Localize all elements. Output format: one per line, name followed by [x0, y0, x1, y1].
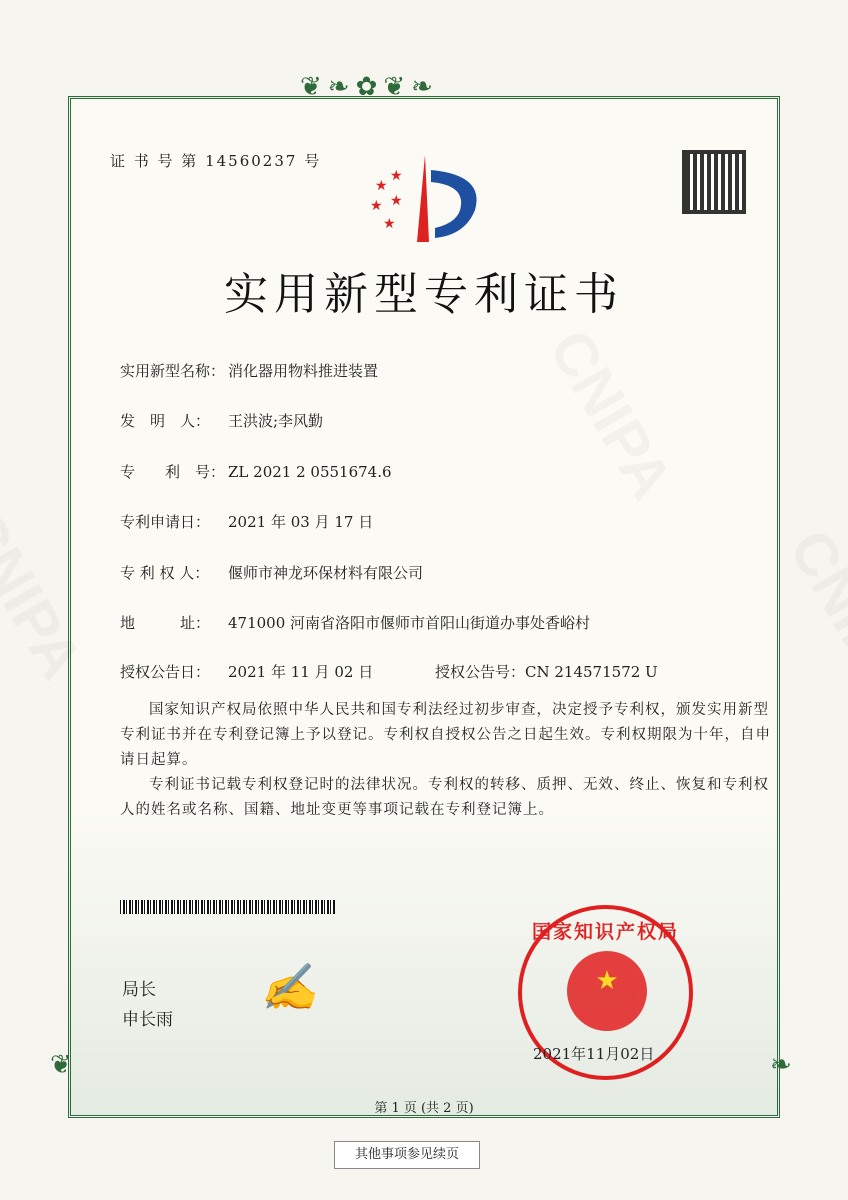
field-value: 2021 年 11 月 02 日: [228, 663, 374, 681]
field-row: [120, 511, 373, 532]
field-value: ZL 2021 2 0551674.6: [228, 463, 392, 481]
field-row: [120, 410, 323, 431]
field-label: 实用新型名称：: [120, 362, 226, 380]
svg-text:★: ★: [390, 193, 403, 209]
field-label: 地 址：: [120, 614, 211, 632]
continued-note: 其他事项参见续页: [334, 1141, 480, 1169]
body-text: [120, 698, 778, 823]
field-label: 授权公告号：: [435, 663, 526, 681]
field-label: 专 利 号：: [120, 463, 226, 481]
barcode: [120, 900, 335, 914]
certificate-title: 实用新型专利证书: [224, 269, 624, 320]
field-row: [120, 612, 590, 633]
qr-code: [682, 150, 746, 214]
cnipa-logo-icon: [365, 150, 490, 245]
field-row: [120, 360, 378, 381]
field-row: [120, 461, 392, 482]
field-label: 专利申请日：: [120, 513, 211, 531]
ornament-top: ❦❧✿❦❧: [300, 72, 439, 102]
ornament-corner-bl: ❦: [50, 1050, 72, 1080]
paragraph: 国家知识产权局依照中华人民共和国专利法经过初步审查，决定授予专利权，颁发实用新型专利证书并在专利登记簿上予以登记。专利权自授权公告之日起生效。专利权期限为十年，自申请日起算。: [120, 702, 771, 768]
seal-date: 2021年11月02日: [533, 1045, 655, 1063]
field-value: 偃师市神龙环保材料有限公司: [228, 564, 424, 582]
svg-text:★: ★: [383, 216, 396, 232]
svg-text:★: ★: [370, 198, 383, 214]
seal-text: 国家知识产权局: [531, 921, 679, 943]
field-label: 授权公告日：: [120, 663, 211, 681]
signature: ✍: [260, 960, 326, 1014]
director-name: 申长雨: [122, 1010, 173, 1030]
field-value: 王洪波;李风勤: [228, 412, 324, 430]
watermark: [776, 518, 848, 710]
national-emblem-icon: ★: [567, 951, 647, 1031]
field-value: CN 214571572 U: [525, 663, 658, 681]
field-value: 消化器用物料推进装置: [228, 362, 379, 380]
field-row: [120, 661, 373, 682]
svg-text:★: ★: [390, 168, 403, 184]
field-row: [120, 562, 423, 583]
director-title: 局长: [122, 980, 156, 1000]
page-info: 第 1 页 (共 2 页): [374, 1101, 474, 1116]
certificate-number: 证 书 号 第 14560237 号: [110, 152, 322, 170]
svg-text:★: ★: [375, 178, 388, 194]
field-value: 2021 年 03 月 17 日: [228, 513, 374, 531]
field-label: 发 明 人：: [120, 412, 211, 430]
field-label: 专 利 权 人：: [120, 564, 210, 582]
paragraph: 专利证书记载专利权登记时的法律状况。专利权的转移、质押、无效、终止、恢复和专利权人的姓名或名称、国籍、地址变更等事项记载在专利登记簿上。: [120, 777, 769, 818]
ornament-corner-br: ❧: [770, 1050, 792, 1080]
grant-pub-no-row: [435, 661, 658, 682]
field-value: 471000 河南省洛阳市偃师市首阳山街道办事处香峪村: [228, 614, 591, 632]
